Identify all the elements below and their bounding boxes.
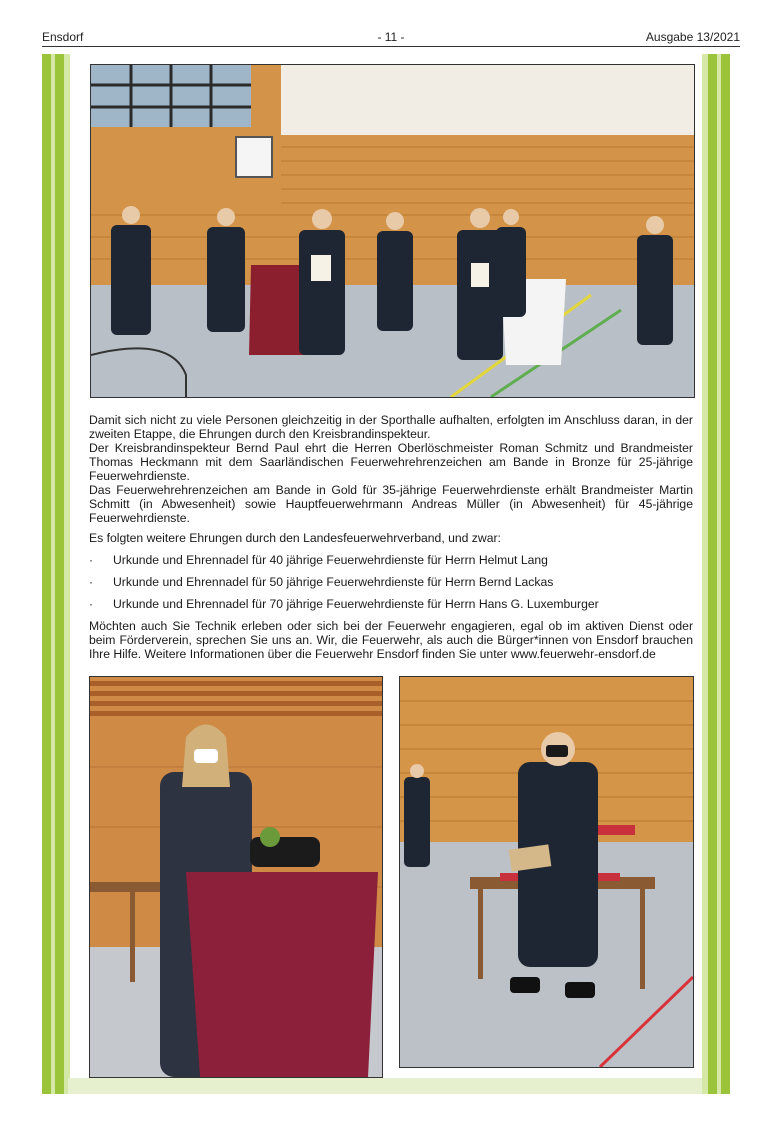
left-stripe-dark-1 xyxy=(42,54,51,1094)
list-item: · Urkunde und Ehrennadel für 40 jährige Feuerwehrdienste für Herrn Helmut Lang xyxy=(89,553,693,567)
article-text xyxy=(89,413,693,667)
header-rule xyxy=(42,46,740,47)
list-item: · Urkunde und Ehrennadel für 50 jährige Feuerwehrdienste für Herrn Bernd Lackas xyxy=(89,575,693,589)
page-header xyxy=(42,30,740,46)
photo-ceremony-group xyxy=(90,64,695,398)
paragraph-bronze: Der Kreisbrandinspekteur Bernd Paul ehrt die Herren Oberlöschmeister Roman Schmitz und Brandmeister Thomas Heckmann mit dem Saarländischen Feuerwehrehrenzeichen am Bande in Bronze für 25-jährige Feuerwehrdienste. xyxy=(89,441,693,483)
left-stripe-dark-2 xyxy=(55,54,64,1094)
list-item: · Urkunde und Ehrennadel für 70 jährige Feuerwehrdienste für Herrn Hans G. Luxemburger xyxy=(89,597,693,611)
header-municipality: Ensdorf xyxy=(42,30,84,44)
photo-ceremony-group-image xyxy=(91,65,694,397)
honors-list xyxy=(89,553,693,611)
paragraph-gold: Das Feuerwehrehrenzeichen am Bande in Gold für 35-jährige Feuerwehrdienste erhält Brandmeister Martin Schmitt (in Abwesenheit) sowie Hauptfeuerwehrmann Andreas Müller (in Abwesenheit) für 45-jährige Feuerwehrdienste. xyxy=(89,483,693,525)
header-page-number: - 11 - xyxy=(377,30,405,44)
right-stripe-dark-1 xyxy=(708,54,717,1094)
paragraph-join-us: Möchten auch Sie Technik erleben oder sich bei der Feuerwehr engagieren, egal ob im aktiven Dienst oder beim Förderverein, sprechen Sie uns an. Wir, die Feuerwehr, als auch die Bürger*innen von Ensdorf brauchen Ihre Hilfe. Weitere Informationen über die Feuerwehr Ensdorf finden Sie unter www.feuerwehr-ensdorf.de xyxy=(89,619,693,661)
photo-firefighter-lectern xyxy=(89,676,383,1078)
bottom-band xyxy=(68,1078,702,1094)
photo-firefighter-certificate-image xyxy=(400,677,693,1067)
right-stripe-dark-2 xyxy=(721,54,730,1094)
photo-firefighter-certificate xyxy=(399,676,694,1068)
photo-firefighter-lectern-image xyxy=(90,677,382,1077)
header-issue: Ausgabe 13/2021 xyxy=(645,30,740,44)
paragraph-etappe: Damit sich nicht zu viele Personen gleichzeitig in der Sporthalle aufhalten, erfolgten im Anschluss daran, in der zweiten Etappe, die Ehrungen durch den Kreisbrandinspekteur. xyxy=(89,413,693,441)
paragraph-landesverband: Es folgten weitere Ehrungen durch den Landesfeuerwehrverband, und zwar: xyxy=(89,531,501,545)
